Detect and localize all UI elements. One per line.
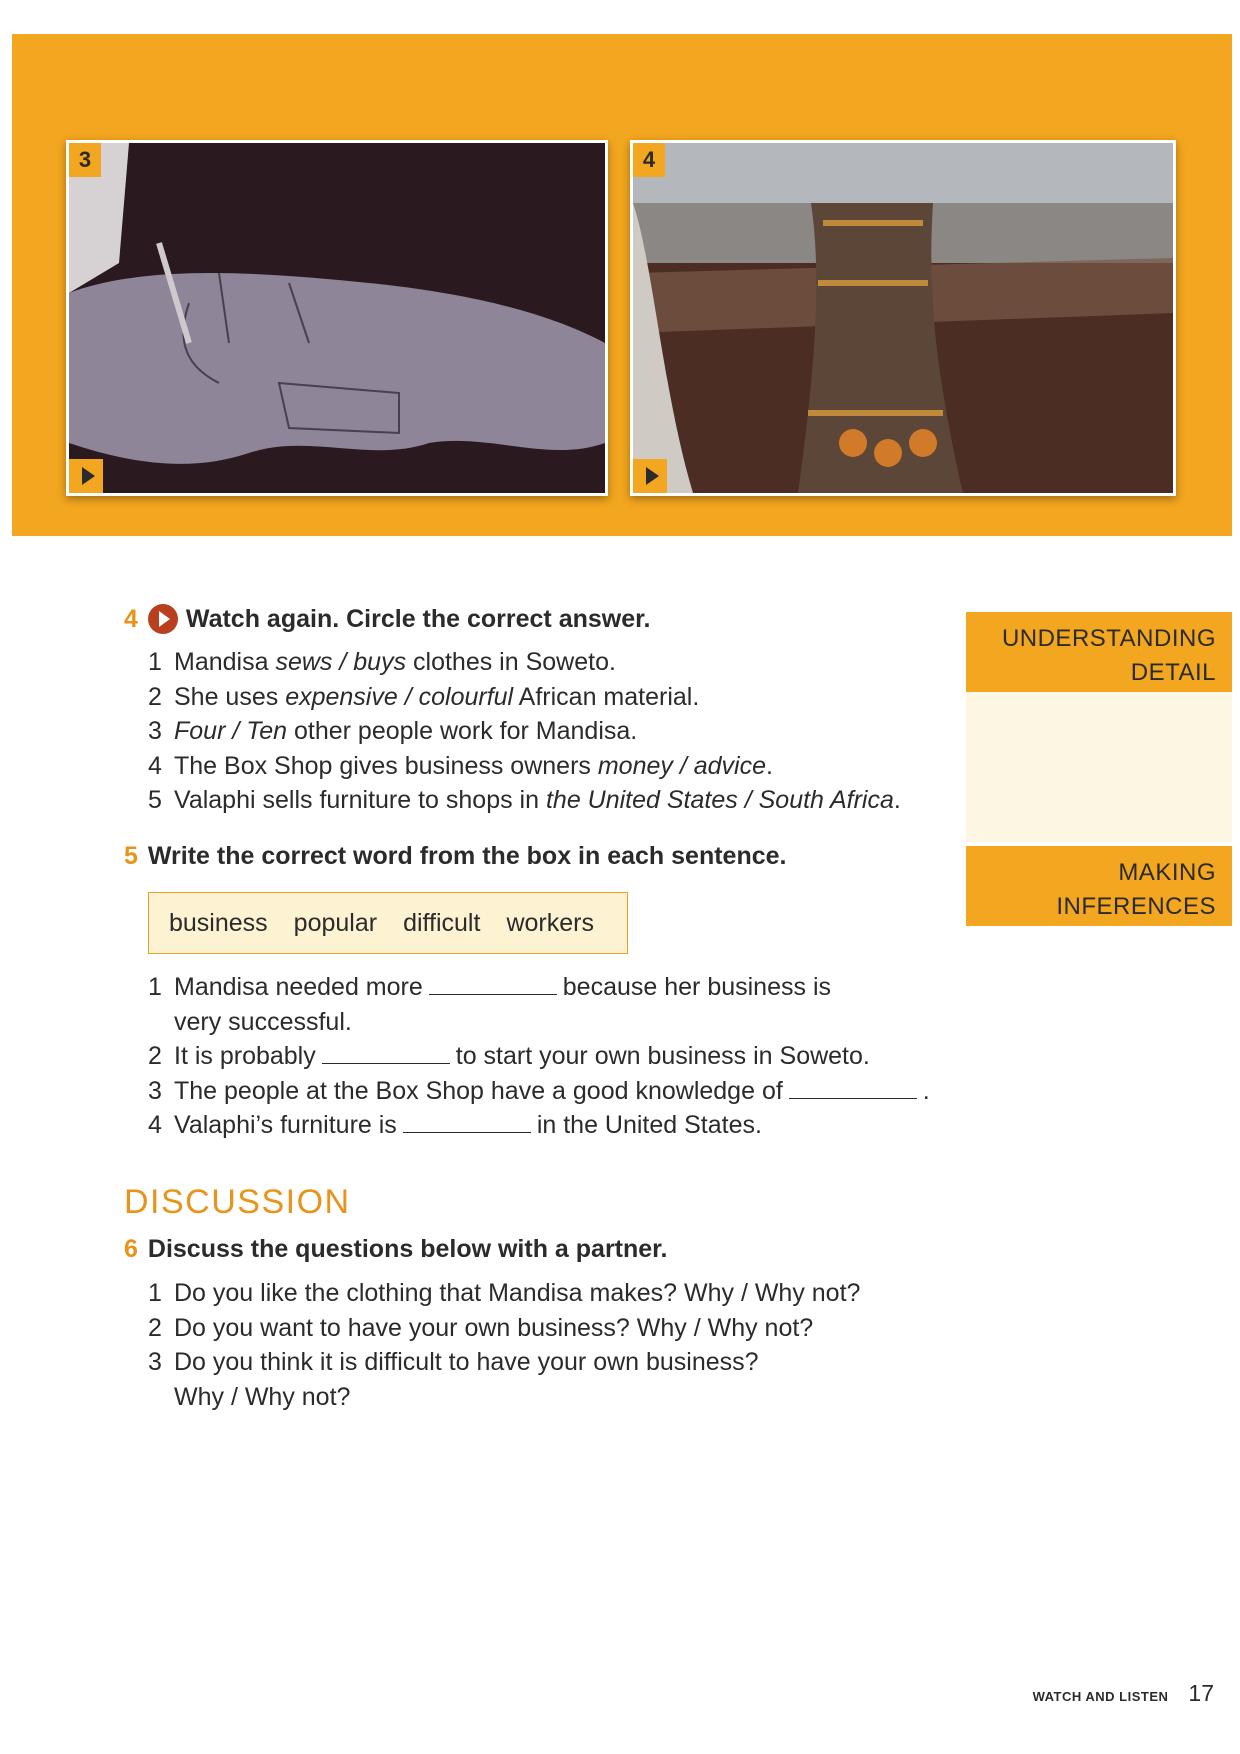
item-text: The Box Shop gives business owners money / advice.: [174, 751, 773, 780]
list-item: [148, 680, 901, 715]
word-box-item: popular: [293, 908, 378, 937]
list-item: [148, 783, 901, 818]
item-text: Mandisa needed more because her business is very successful.: [174, 973, 831, 1036]
answer-blank[interactable]: [403, 1112, 531, 1133]
answer-option[interactable]: Ten: [246, 717, 288, 745]
exercise-instruction: Watch again. Circle the correct answer.: [185, 604, 651, 633]
item-number: 3: [148, 1076, 162, 1105]
list-item: [148, 1311, 860, 1346]
side-tab-line: MAKING: [1118, 859, 1216, 886]
item-text: Four / Ten other people work for Mandisa.: [174, 717, 638, 745]
video-still-3[interactable]: [66, 140, 608, 496]
word-box: [148, 892, 628, 954]
side-tab-line: INFERENCES: [1056, 893, 1216, 920]
answer-blank[interactable]: [429, 974, 557, 995]
exercise-4-heading: [124, 604, 650, 634]
answer-option[interactable]: expensive: [285, 682, 398, 711]
side-tab-line: UNDERSTANDING: [1001, 625, 1216, 652]
list-item: [148, 1108, 930, 1143]
side-tab-line: DETAIL: [1130, 659, 1216, 686]
page-number: 17: [1188, 1680, 1214, 1706]
item-number: 4: [148, 1111, 162, 1139]
play-video-icon[interactable]: [148, 604, 178, 634]
item-number: 1: [148, 973, 162, 1001]
item-text: It is probably to start your own business in Soweto.: [174, 1042, 870, 1070]
word-box-item: business: [169, 908, 268, 937]
side-tab-making-inferences: [966, 846, 1232, 926]
item-text: Valaphi sells furniture to shops in the United States / South Africa.: [174, 786, 901, 814]
sketch-photo-image: [69, 143, 605, 493]
answer-option[interactable]: colourful: [418, 682, 514, 711]
exercise-6-heading: [124, 1235, 667, 1264]
item-number: 1: [148, 648, 162, 676]
answer-option[interactable]: sews: [275, 648, 333, 676]
tower-photo-image: [633, 143, 1173, 493]
item-number: 4: [148, 751, 162, 780]
answer-blank[interactable]: [789, 1078, 917, 1099]
answer-option[interactable]: money: [597, 751, 673, 780]
list-item: [148, 1074, 930, 1109]
item-text: The people at the Box Shop have a good knowledge of .: [174, 1076, 930, 1105]
item-text: Do you like the clothing that Mandisa makes? Why / Why not?: [174, 1279, 861, 1307]
side-tab-spacer: [966, 692, 1232, 842]
answer-option[interactable]: buys: [353, 648, 407, 676]
answer-option[interactable]: Four: [174, 717, 226, 745]
list-item: [148, 645, 901, 680]
answer-option[interactable]: the United States: [545, 786, 738, 814]
page-footer: [1033, 1680, 1214, 1707]
exercise-instruction: Write the correct word from the box in each sentence.: [147, 842, 787, 870]
play-icon[interactable]: [69, 459, 103, 493]
discussion-title: DISCUSSION: [124, 1183, 351, 1221]
item-text: Mandisa sews / buys clothes in Soweto.: [174, 648, 616, 676]
side-tab-understanding-detail: [966, 612, 1232, 692]
exercise-instruction: Discuss the questions below with a partner.: [147, 1235, 668, 1263]
item-text: Do you think it is difficult to have your own business? Why / Why not?: [174, 1348, 759, 1411]
item-number: 2: [148, 682, 162, 711]
list-item: [148, 749, 901, 784]
item-number: 2: [148, 1042, 162, 1070]
answer-option[interactable]: South Africa: [758, 786, 894, 814]
exercise-4-list: [148, 645, 901, 818]
list-item: [148, 1276, 860, 1311]
exercise-number: 4: [124, 604, 138, 633]
answer-blank[interactable]: [322, 1043, 450, 1064]
play-icon[interactable]: [633, 459, 667, 493]
exercise-5-heading: [124, 842, 786, 871]
item-text: Do you want to have your own business? Why / Why not?: [174, 1313, 814, 1342]
item-number: 3: [148, 717, 162, 745]
item-text: She uses expensive / colourful African material.: [174, 682, 700, 711]
word-box-item: workers: [506, 908, 594, 937]
photo-number-badge: 4: [633, 143, 665, 177]
item-text: Valaphi’s furniture is in the United States.: [174, 1111, 762, 1139]
video-still-4[interactable]: [630, 140, 1176, 496]
discussion-list: [148, 1276, 860, 1414]
item-number: 5: [148, 786, 162, 814]
word-box-item: difficult: [403, 908, 481, 937]
footer-section-label: WATCH AND LISTEN: [1032, 1689, 1169, 1704]
item-number: 1: [148, 1279, 162, 1307]
exercise-5-list: [148, 970, 930, 1143]
list-item: [148, 714, 901, 749]
list-item: [148, 1039, 930, 1074]
exercise-number: 6: [124, 1235, 138, 1263]
exercise-number: 5: [124, 842, 138, 870]
answer-option[interactable]: advice: [693, 751, 766, 780]
list-item: [148, 970, 930, 1039]
list-item: [148, 1345, 860, 1414]
item-number: 3: [148, 1348, 162, 1376]
item-number: 2: [148, 1313, 162, 1342]
photo-number-badge: 3: [69, 143, 101, 177]
